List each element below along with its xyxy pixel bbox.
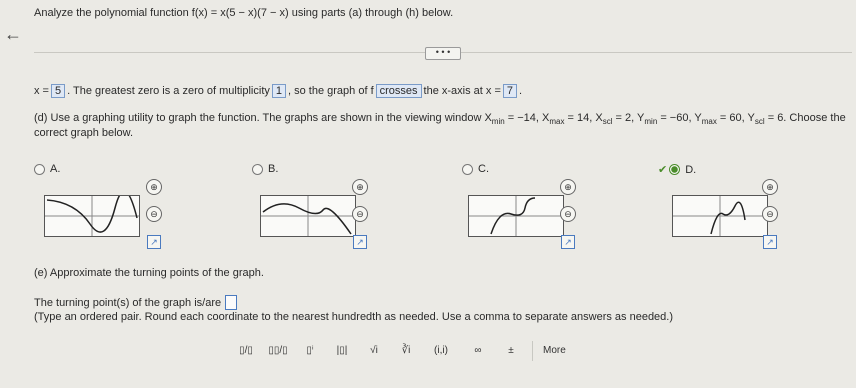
radio-b[interactable] xyxy=(252,164,263,175)
graph-a-plot xyxy=(45,196,139,236)
zoom-in-icon[interactable]: ⊕ xyxy=(762,179,778,195)
graph-d[interactable] xyxy=(672,195,768,237)
part-c-answer: x = 5 . The greatest zero is a zero of multiplicity 1 , so the graph of f crosses the x-axis at x = 7 . xyxy=(34,85,523,97)
zero-answer-box[interactable]: 5 xyxy=(51,84,65,98)
more-button[interactable]: More xyxy=(532,341,576,361)
radio-d[interactable] xyxy=(669,164,680,175)
mixed-number-button[interactable]: ▯▯/▯ xyxy=(268,345,288,356)
ordered-pair-button[interactable]: (i,i) xyxy=(434,345,448,356)
crossing-x-answer-box[interactable]: 7 xyxy=(503,84,517,98)
graph-c[interactable] xyxy=(468,195,564,237)
option-d[interactable]: ✔ D. xyxy=(658,163,697,176)
turning-points-prompt: The turning point(s) of the graph is/are xyxy=(34,295,237,310)
option-a[interactable]: A. xyxy=(34,163,60,175)
fraction-button[interactable]: ▯/▯ xyxy=(239,345,253,356)
question-header: Analyze the polynomial function f(x) = x(5 − x)(7 − x) using parts (a) through (h) below. xyxy=(34,7,454,19)
infinity-button[interactable]: ∞ xyxy=(474,345,482,356)
absolute-value-button[interactable]: |▯| xyxy=(336,345,348,356)
check-icon: ✔ xyxy=(658,164,668,176)
zoom-out-icon[interactable]: ⊖ xyxy=(352,206,368,222)
graph-b[interactable] xyxy=(260,195,356,237)
math-toolbar xyxy=(230,341,576,361)
back-arrow-icon[interactable]: ← xyxy=(4,24,22,44)
part-e-title: (e) Approximate the turning points of the graph. xyxy=(34,267,264,279)
graph-b-plot xyxy=(261,196,355,236)
part-d-instructions-2: correct graph below. xyxy=(34,127,134,139)
option-b[interactable]: B. xyxy=(252,163,278,175)
graph-d-plot xyxy=(673,196,767,236)
exponent-button[interactable]: ▯ⁱ xyxy=(306,345,314,356)
radio-a[interactable] xyxy=(34,164,45,175)
zoom-out-icon[interactable]: ⊖ xyxy=(560,206,576,222)
expand-icon[interactable]: ↗ xyxy=(763,235,777,249)
square-root-button[interactable]: √i xyxy=(370,345,378,356)
expand-icon[interactable]: ↗ xyxy=(353,235,367,249)
zoom-out-icon[interactable]: ⊖ xyxy=(762,206,778,222)
expand-steps-button[interactable]: • • • xyxy=(425,47,461,60)
graph-c-plot xyxy=(469,196,563,236)
cube-root-button[interactable]: ∛i xyxy=(401,345,411,356)
zoom-out-icon[interactable]: ⊖ xyxy=(146,206,162,222)
radio-c[interactable] xyxy=(462,164,473,175)
plus-minus-button[interactable]: ± xyxy=(508,345,514,356)
answer-hint: (Type an ordered pair. Round each coordinate to the nearest hundredth as needed. Use a comma to separate answers as needed.) xyxy=(34,311,674,323)
graph-a[interactable] xyxy=(44,195,140,237)
zoom-in-icon[interactable]: ⊕ xyxy=(560,179,576,195)
turning-points-input[interactable] xyxy=(225,295,237,310)
zoom-in-icon[interactable]: ⊕ xyxy=(146,179,162,195)
option-c[interactable]: C. xyxy=(462,163,489,175)
behavior-answer-box[interactable]: crosses xyxy=(376,84,422,98)
zoom-in-icon[interactable]: ⊕ xyxy=(352,179,368,195)
expand-icon[interactable]: ↗ xyxy=(561,235,575,249)
multiplicity-answer-box[interactable]: 1 xyxy=(272,84,286,98)
part-d-instructions: (d) Use a graphing utility to graph the function. The graphs are shown in the viewing window $X_{min} = -14$, $X_{max} = 14$, $X_{scl} = 2$, $Y_{min} = -60$, $Y_{max} = 60$, $Y_{scl} = 6$. Choose the xyxy=(34,112,846,127)
expand-icon[interactable]: ↗ xyxy=(147,235,161,249)
